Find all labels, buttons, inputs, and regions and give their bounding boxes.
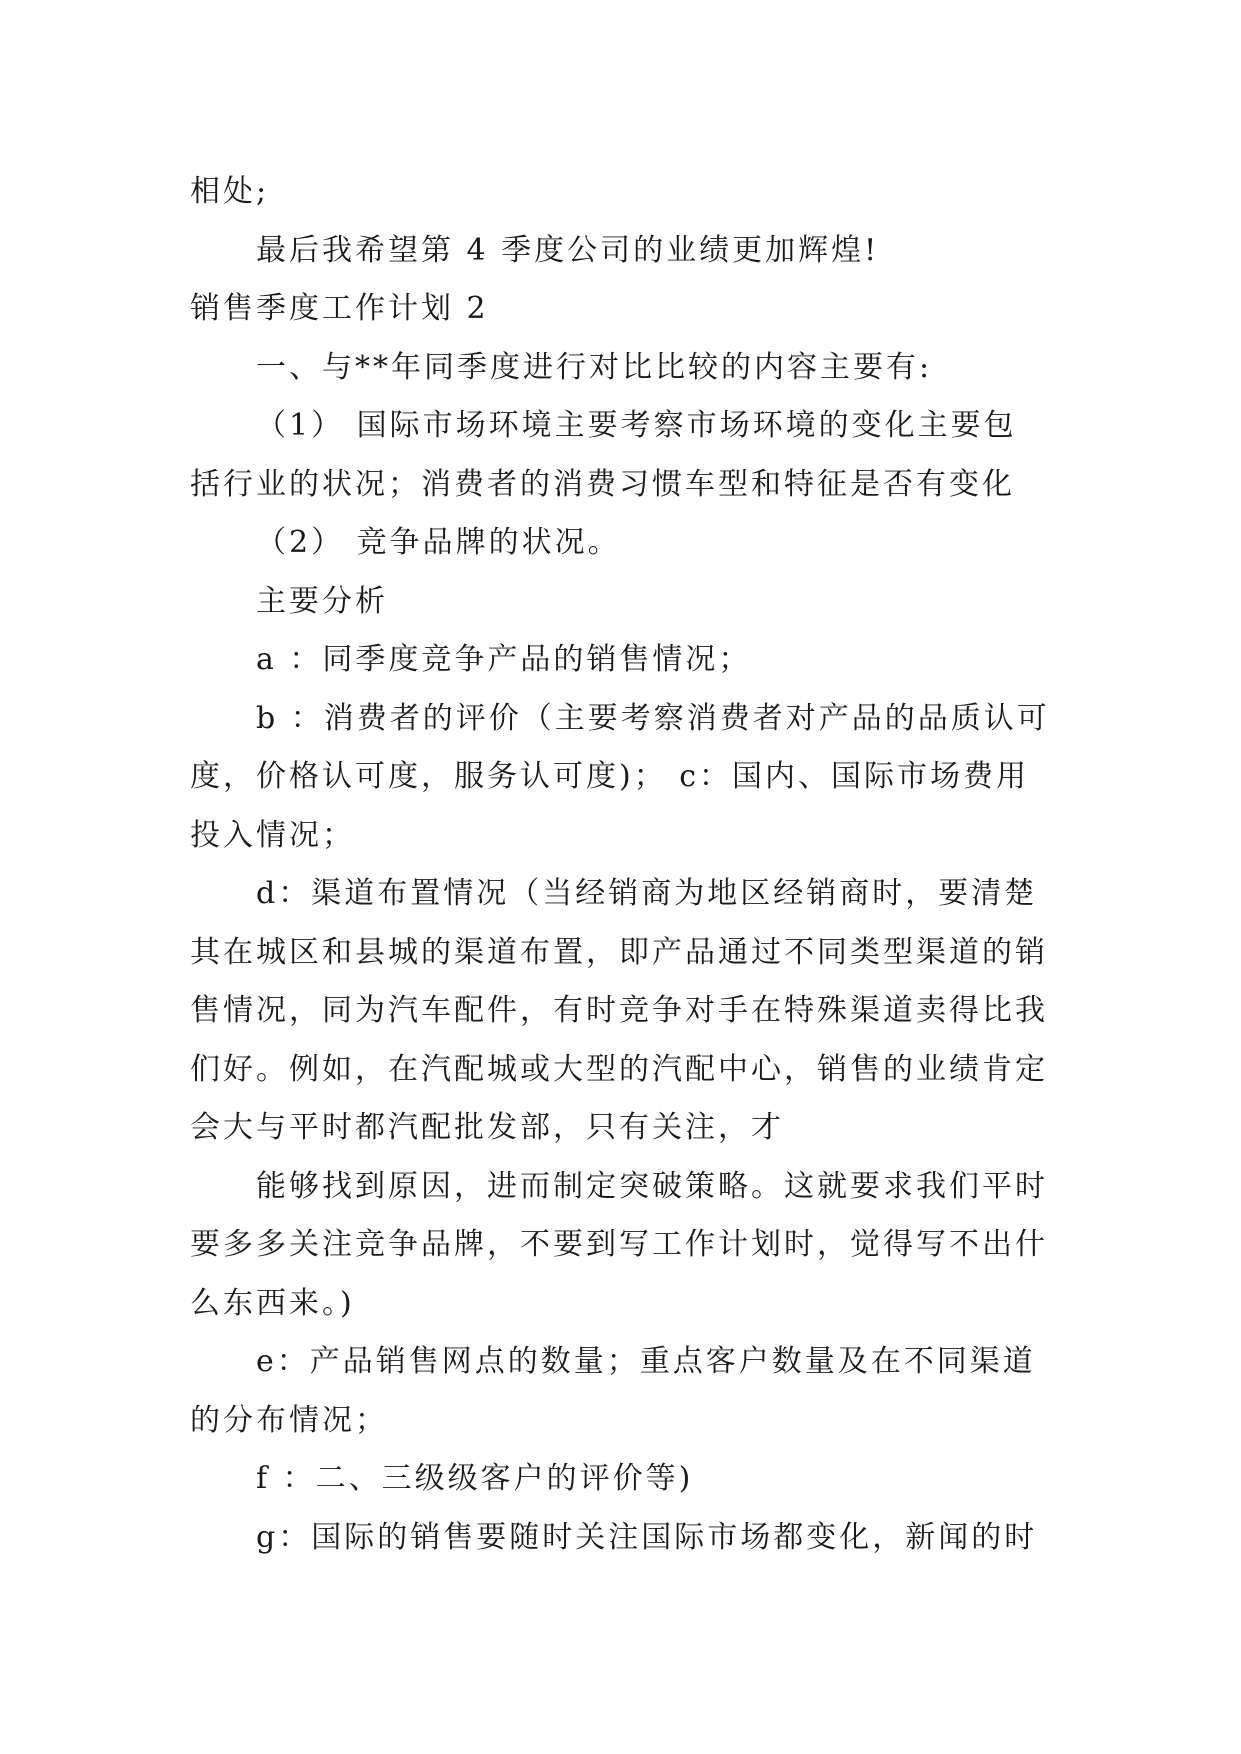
text-line: g：国际的销售要随时关注国际市场都变化，新闻的时 [256,1519,1038,1555]
text-line: 会大与平时都汽配批发部，只有关注，才 [190,1110,784,1145]
text-line: 其在城区和县城的渠道布置，即产品通过不同类型渠道的销 [190,934,1048,970]
text-line: 括行业的状况；消费者的消费习惯车型和特征是否有变化 [190,466,1015,502]
text-line: 投入情况； [190,817,355,853]
text-line: 售情况，同为汽车配件，有时竞争对手在特殊渠道卖得比我 [190,993,1048,1028]
text-line: 一、与**年同季度进行对比比较的内容主要有: [256,349,933,385]
text-line: 主要分析 [256,583,388,619]
text-line: 么东西来。) [190,1285,355,1321]
text-line: f ：二、三级级客户的评价等) [256,1461,694,1496]
text-line: 度，价格认可度，服务认可度)； c：国内、国际市场费用 [190,759,1030,794]
text-line: （1） 国际市场环境主要考察市场环境的变化主要包 [256,408,1017,443]
text-line: 能够找到原因，进而制定突破策略。这就要求我们平时 [256,1168,1048,1204]
text-line: 们好。例如，在汽配城或大型的汽配中心，销售的业绩肯定 [190,1051,1048,1087]
text-line: 最后我希望第 4 季度公司的业绩更加辉煌! [256,232,880,268]
text-line: a ：同季度竞争产品的销售情况； [256,642,752,677]
text-line: 相处; [190,174,270,209]
text-line: 的分布情况； [190,1402,388,1438]
text-line: （2） 竞争品牌的状况。 [256,525,621,560]
text-line: e：产品销售网点的数量；重点客户数量及在不同渠道 [256,1344,1036,1379]
section-heading: 销售季度工作计划 2 [190,291,489,326]
document-body [190,163,1050,1567]
text-line: 要多多关注竞争品牌，不要到写工作计划时，觉得写不出什 [190,1227,1048,1262]
text-line: b ：消费者的评价（主要考察消费者对产品的品质认可 [256,700,1050,736]
text-line: d：渠道布置情况（当经销商为地区经销商时，要清楚 [256,876,1038,911]
